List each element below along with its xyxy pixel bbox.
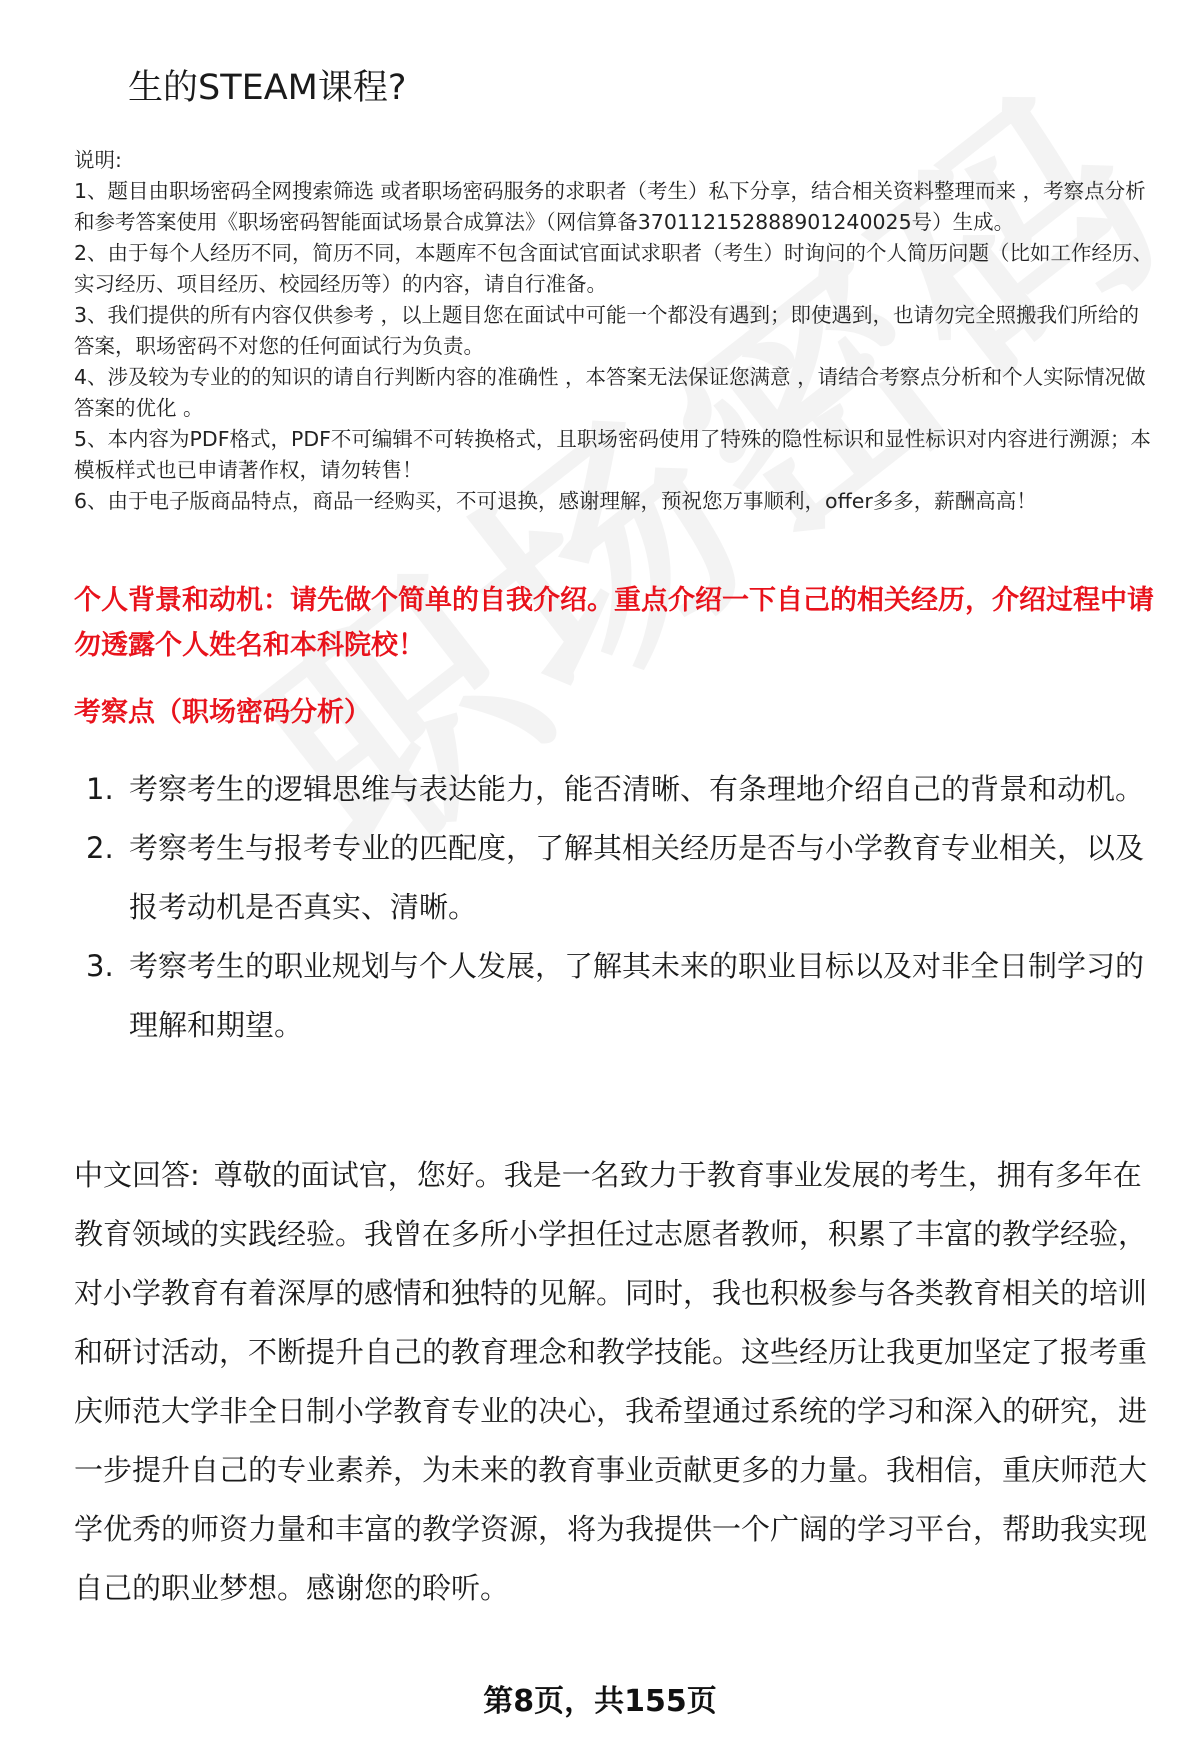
list-item bbox=[74, 819, 1154, 937]
exam-points-heading: 考察点（职场密码分析） bbox=[74, 697, 371, 728]
exam-points-list bbox=[74, 760, 1154, 1055]
question-title-tail: 生的STEAM课程? bbox=[128, 68, 407, 108]
disclaimer-notes bbox=[74, 145, 1159, 517]
answer-block bbox=[74, 1146, 1159, 1618]
note-item: 3、我们提供的所有内容仅供参考 ，以上题目您在面试中可能一个都没有遇到；即使遇到，也请勿完全照搬我们所给的答案，职场密码不对您的任何面试行为负责。 bbox=[74, 303, 1140, 358]
list-item-number: 3. bbox=[86, 949, 114, 983]
page-number: 第8页，共155页 bbox=[483, 1684, 717, 1719]
note-item: 6、由于电子版商品特点，商品一经购买，不可退换，感谢理解，预祝您万事顺利，offer多多，薪酬高高！ bbox=[74, 489, 1037, 513]
list-item bbox=[74, 760, 1154, 819]
interview-question: 个人背景和动机：请先做个简单的自我介绍。重点介绍一下自己的相关经历，介绍过程中请勿透露个人姓名和本科院校！ bbox=[74, 585, 1154, 661]
note-item: 1、题目由职场密码全网搜索筛选 或者职场密码服务的求职者（考生）私下分享，结合相关资料整理而来 ，考察点分析和参考答案使用《职场密码智能面试场景合成算法》（网信算备370112152888901240025号）生成。 bbox=[74, 179, 1146, 234]
note-item: 2、由于每个人经历不同，简历不同，本题库不包含面试官面试求职者（考生）时询问的个人简历问题（比如工作经历、实习经历、项目经历、校园经历等）的内容，请自行准备。 bbox=[74, 241, 1154, 296]
list-item bbox=[74, 937, 1154, 1055]
list-item-text: 考察考生的逻辑思维与表达能力，能否清晰、有条理地介绍自己的背景和动机。 bbox=[129, 772, 1145, 806]
note-item: 4、涉及较为专业的的知识的请自行判断内容的准确性 ，本答案无法保证您满意 ，请结合考察点分析和个人实际情况做答案的优化 。 bbox=[74, 365, 1146, 420]
list-item-text: 考察考生的职业规划与个人发展，了解其未来的职业目标以及对非全日制学习的理解和期望。 bbox=[129, 949, 1145, 1042]
notes-heading: 说明: bbox=[74, 148, 122, 172]
list-item-number: 1. bbox=[86, 772, 114, 806]
note-item: 5、本内容为PDF格式，PDF不可编辑不可转换格式，且职场密码使用了特殊的隐性标识和显性标识对内容进行溯源；本模板样式也已申请著作权，请勿转售！ bbox=[74, 427, 1151, 482]
list-item-number: 2. bbox=[86, 831, 114, 865]
answer-label: 中文回答: bbox=[74, 1158, 200, 1192]
answer-text: 尊敬的面试官，您好。我是一名致力于教育事业发展的考生，拥有多年在教育领域的实践经验。我曾在多所小学担任过志愿者教师，积累了丰富的教学经验，对小学教育有着深厚的感情和独特的见解。同时，我也积极参与各类教育相关的培训和研讨活动，不断提升自己的教育理念和教学技能。这些经历让我更加坚定了报考重庆师范大学非全日制小学教育专业的决心，我希望通过系统的学习和深入的研究，进一步提升自己的专业素养，为未来的教育事业贡献更多的力量。我相信，重庆师范大学优秀的师资力量和丰富的教学资源，将为我提供一个广阔的学习平台，帮助我实现自己的职业梦想。感谢您的聆听。 bbox=[74, 1158, 1148, 1605]
list-item-text: 考察考生与报考专业的匹配度，了解其相关经历是否与小学教育专业相关，以及报考动机是否真实、清晰。 bbox=[129, 831, 1145, 924]
